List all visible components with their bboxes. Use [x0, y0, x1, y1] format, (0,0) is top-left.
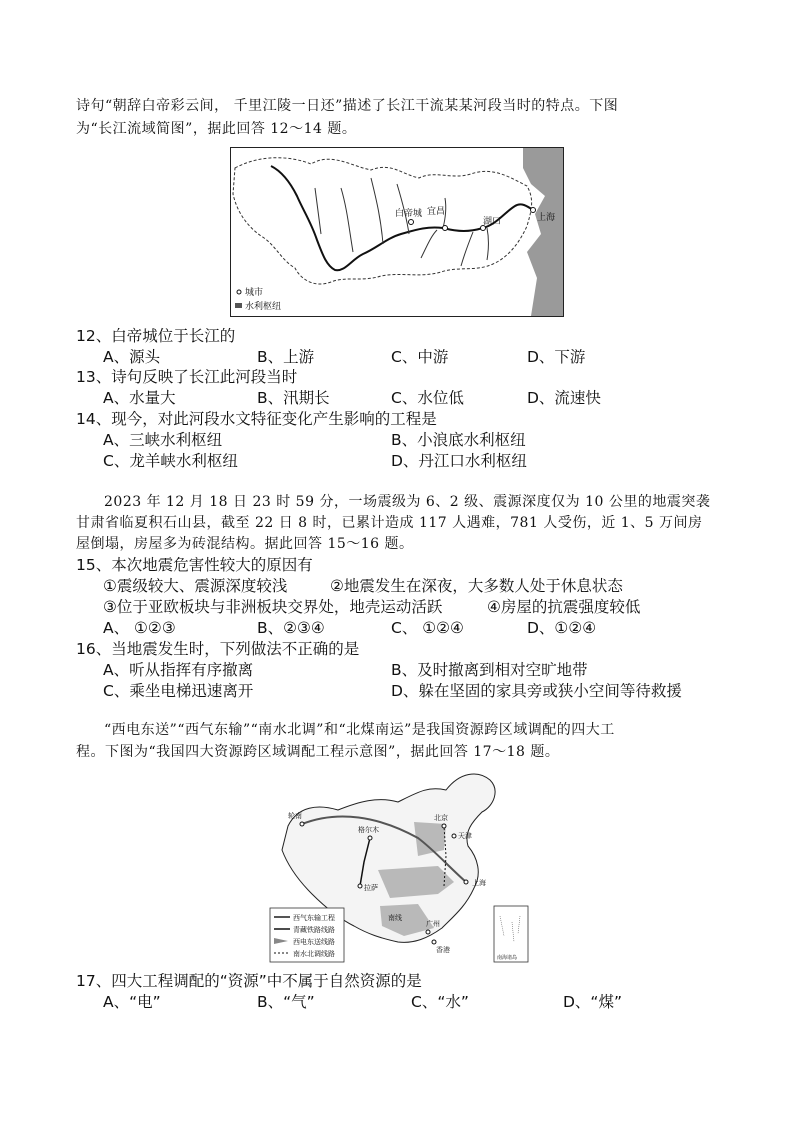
baidi-city-marker — [409, 220, 414, 225]
q15-option-d[interactable]: D、①②④ — [527, 619, 597, 637]
label-guangzhou: 广州 — [426, 920, 440, 928]
inset-label: 南海诸岛 — [497, 955, 518, 961]
q15-item-4: ④房屋的抗震强度较低 — [487, 598, 641, 616]
tributary — [341, 188, 353, 252]
q17-option-d[interactable]: D、“煤” — [563, 993, 622, 1011]
q15-option-c[interactable]: C、 ①②④ — [391, 619, 464, 637]
yichang-city-marker — [443, 226, 448, 231]
lasa-marker — [358, 884, 362, 888]
q14-option-d[interactable]: D、丹江口水利枢纽 — [391, 452, 527, 470]
legend-gas-label: 西气东输工程 — [293, 914, 335, 922]
q15-option-a[interactable]: A、 ①②③ — [103, 619, 176, 637]
lunnan-marker — [300, 822, 304, 826]
intro-1-line-2: 为“长江流域简图”，据此回答 12～14 题。 — [76, 121, 357, 137]
q12-option-a[interactable]: A、源头 — [103, 348, 161, 366]
intro-2-line-1: 2023 年 12 月 18 日 23 时 59 分，一场震级为 6、2 级、震源深度仅为 10 公里的地震突袭 — [104, 494, 711, 510]
q16-option-a[interactable]: A、听从指挥有序撤离 — [103, 661, 254, 679]
q12-option-c[interactable]: C、中游 — [391, 348, 449, 366]
yangtze-map-svg — [231, 148, 563, 316]
tributary — [487, 228, 489, 260]
q15-stem: 15、本次地震危害性较大的原因有 — [76, 556, 313, 574]
q16-option-d[interactable]: D、躲在坚固的家具旁或狭小空间等待救援 — [391, 682, 682, 700]
label-geermu: 格尔木 — [358, 826, 379, 834]
q17-option-b[interactable]: B、“气” — [257, 993, 315, 1011]
tianjin-marker — [452, 834, 456, 838]
q14-option-b[interactable]: B、小浪底水利枢纽 — [391, 431, 526, 449]
tributary — [371, 178, 383, 244]
label-nanxian: 南线 — [388, 914, 402, 922]
q13-option-a[interactable]: A、水量大 — [103, 389, 176, 407]
q14-stem: 14、现今，对此河段水文特征变化产生影响的工程是 — [76, 410, 437, 428]
label-lunnan: 轮南 — [288, 812, 302, 820]
q13-stem: 13、诗句反映了长江此河段当时 — [76, 368, 298, 386]
q13-option-b[interactable]: B、汛期长 — [257, 389, 330, 407]
q13-option-d[interactable]: D、流速快 — [527, 389, 601, 407]
label-yichang: 宜昌 — [427, 207, 446, 217]
label-shanghai: 上海 — [472, 879, 486, 887]
tributary — [421, 230, 437, 258]
intro-1-line-1: 诗句“朝辞白帝彩云间， 千里江陵一日还”描述了长江干流某某河段当时的特点。下图 — [76, 98, 619, 114]
q16-stem: 16、当地震发生时，下列做法不正确的是 — [76, 640, 360, 658]
label-xianggang: 香港 — [436, 946, 450, 954]
tributary — [315, 188, 321, 234]
label-shanghai: 上海 — [537, 213, 556, 223]
china-map-svg — [268, 766, 530, 966]
intro-3-line-2: 程。下图为“我国四大资源跨区域调配工程示意图”，据此回答 17～18 题。 — [76, 744, 560, 760]
sea-area — [523, 148, 563, 316]
legend-city-icon — [237, 290, 241, 294]
q17-option-a[interactable]: A、“电” — [103, 993, 161, 1011]
q15-item-2: ②地震发生在深夜，大多数人处于休息状态 — [330, 577, 623, 595]
intro-2-line-3: 屋倒塌，房屋多为砖混结构。据此回答 15～16 题。 — [76, 536, 414, 552]
yangtze-basin-map — [230, 147, 564, 317]
q14-option-a[interactable]: A、三峡水利枢纽 — [103, 431, 223, 449]
q13-option-c[interactable]: C、水位低 — [391, 389, 464, 407]
intro-2-line-2: 甘肃省临夏积石山县，截至 22 日 8 时，已累计造成 117 人遇难，781 人受伤，近 1、5 万间房 — [76, 515, 703, 531]
q16-option-b[interactable]: B、及时撤离到相对空旷地带 — [391, 661, 588, 679]
shanghai-city-marker — [531, 208, 536, 213]
q17-option-c[interactable]: C、“水” — [411, 993, 469, 1011]
legend-railway-label: 青藏铁路线路 — [293, 926, 335, 934]
legend-city-label: 城市 — [245, 288, 264, 298]
geermu-marker — [368, 836, 372, 840]
china-resource-map — [268, 766, 530, 966]
label-tianjin: 天津 — [458, 832, 472, 840]
legend-hydro-icon — [235, 303, 242, 308]
label-lasa: 拉萨 — [364, 884, 378, 892]
label-baidi: 白帝城 — [395, 209, 423, 219]
q12-stem: 12、白帝城位于长江的 — [76, 327, 236, 345]
q14-option-c[interactable]: C、龙羊峡水利枢纽 — [103, 452, 238, 470]
guangzhou-marker — [426, 930, 430, 934]
label-hukou: 湖口 — [483, 217, 502, 227]
intro-3-line-1: “西电东送”“西气东输”“南水北调”和“北煤南运”是我国资源跨区域调配的四大工 — [104, 722, 615, 738]
legend-power-label: 西电东送线路 — [293, 938, 335, 946]
legend-hydro-label: 水利枢纽 — [245, 302, 282, 312]
q15-item-1: ①震级较大、震源深度较浅 — [103, 577, 288, 595]
south-sea-inset — [494, 906, 528, 962]
beijing-marker — [442, 824, 446, 828]
q16-option-c[interactable]: C、乘坐电梯迅速离开 — [103, 682, 254, 700]
q17-stem: 17、四大工程调配的“资源”中不属于自然资源的是 — [76, 972, 422, 990]
q15-option-b[interactable]: B、②③④ — [257, 619, 325, 637]
shanghai-marker — [464, 880, 468, 884]
legend-water-label: 南水北调线路 — [293, 950, 335, 958]
q12-option-d[interactable]: D、下游 — [527, 348, 586, 366]
xianggang-marker — [432, 940, 436, 944]
q12-option-b[interactable]: B、上游 — [257, 348, 315, 366]
q15-item-3: ③位于亚欧板块与非洲板块交界处，地壳运动活跃 — [103, 598, 443, 616]
tributary — [461, 232, 473, 266]
label-beijing: 北京 — [434, 814, 448, 822]
